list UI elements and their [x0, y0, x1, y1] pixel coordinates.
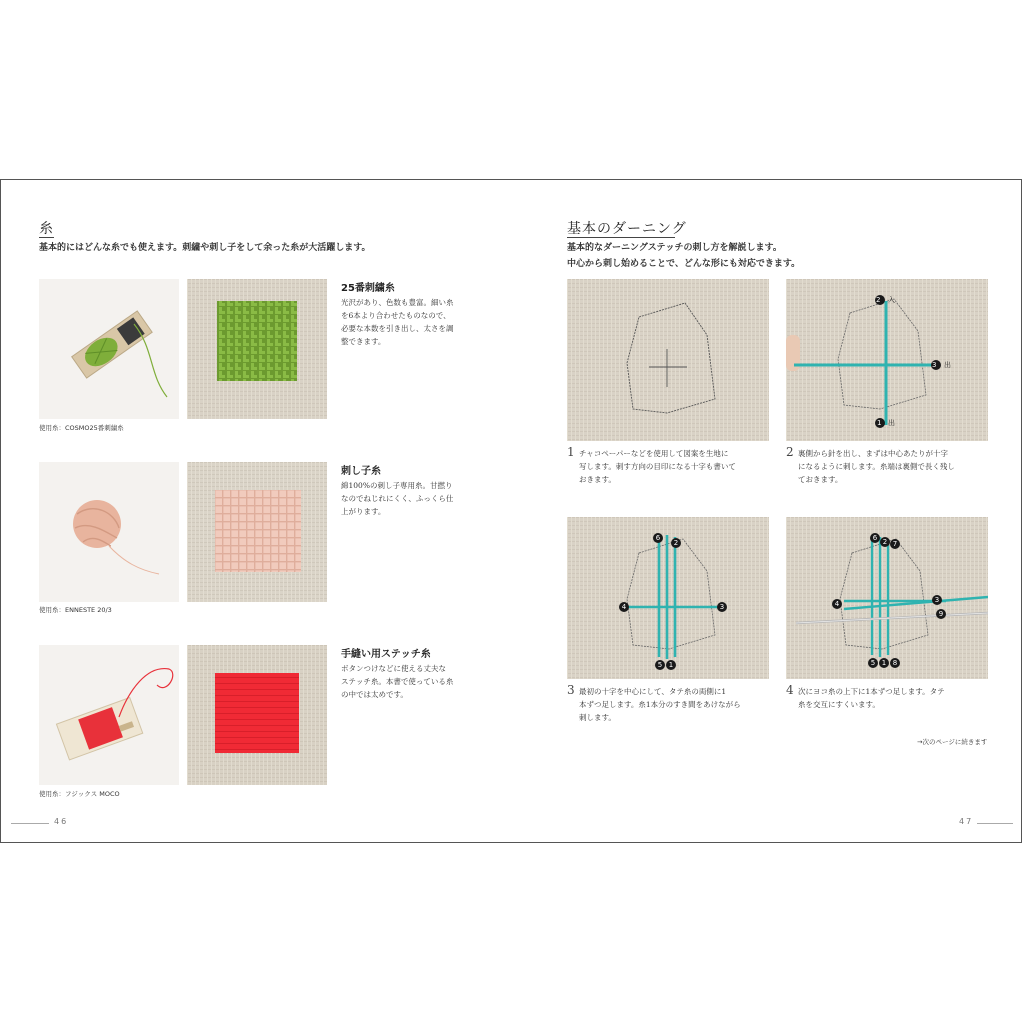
green-darning-sample	[187, 279, 327, 419]
step-text-4: 次にヨコ糸の上下に1本ずつ足します。タテ 糸を交互にすくいます。	[798, 687, 945, 709]
marker-6: 6	[653, 533, 663, 543]
marker-in: 入	[888, 296, 895, 304]
step-text-2: 裏側から針を出し、まずは中心あたりが十字 になるように刺します。糸端は裏側で長く残し ておきます。	[798, 449, 955, 484]
marker-5: 5	[655, 660, 665, 670]
marker-2: 2	[880, 537, 890, 547]
left-page-title: 糸	[39, 221, 54, 237]
marker-1: 1	[666, 660, 676, 670]
right-lead-line-1: 基本的なダーニングステッチの刺し方を解説します。	[567, 243, 782, 253]
step3-photo	[567, 517, 769, 679]
marker-4: 4	[832, 599, 842, 609]
thread-caption-2: 使用糸：ENNESTE 20/3	[39, 606, 112, 614]
marker-7: 7	[890, 539, 900, 549]
sashiko-thread-photo	[39, 462, 179, 602]
marker-5: 5	[868, 658, 878, 668]
step-text-1: チャコペーパーなどを使用して図案を生地に 写します。刺す方向の目印になる十字も書いて おきます。	[579, 449, 736, 484]
continued-note: →次のページに続きます	[917, 738, 988, 746]
thread-caption-3: 使用糸：フジックス MOCO	[39, 790, 120, 798]
thread-desc-1: 光沢があり、色数も豊富。細い糸 を6本より合わせたものなので、 必要な本数を引き出し、太さを調 整できます。	[341, 298, 454, 346]
folio-rule-left	[11, 823, 49, 824]
thread-caption-1: 使用糸：COSMO25番刺繍糸	[39, 424, 124, 432]
title-underline	[39, 237, 54, 238]
marker-8: 8	[890, 658, 900, 668]
step-text-3: 最初の十字を中心にして、タテ糸の両側に1 本ずつ足します。糸1本分のすき間をあけながら 刺します。	[579, 687, 741, 722]
step4-photo	[786, 517, 988, 679]
thread-desc-3: ボタンつけなどに使える丈夫な ステッチ糸。本書で使っている糸 の中では太めです。	[341, 664, 454, 699]
book-spread	[0, 179, 1022, 843]
step-number-1: 1	[567, 445, 575, 459]
folio-rule-right	[977, 823, 1013, 824]
marker-6: 6	[870, 533, 880, 543]
right-page-title: 基本のダーニング	[567, 221, 687, 237]
marker-2: 2	[876, 296, 881, 304]
marker-9: 9	[936, 609, 946, 619]
step-number-4: 4	[786, 683, 794, 697]
marker-1: 1	[879, 658, 889, 668]
left-lead-text: 基本的にはどんな糸でも使えます。刺繍や刺し子をして余った糸が大活躍します。	[39, 243, 371, 253]
stitch-thread-photo	[39, 645, 179, 785]
page-number-right: 47	[959, 817, 974, 826]
thread-desc-2: 綿100%の刺し子専用糸。甘撚り なのでねじれにくく、ふっくら仕 上がります。	[341, 481, 454, 516]
marker-3: 3	[717, 602, 727, 612]
marker-out: 出	[944, 361, 951, 369]
marker-3: 3	[932, 361, 937, 369]
thread-name-2: 刺し子糸	[341, 466, 381, 477]
marker-2: 2	[671, 538, 681, 548]
marker-1: 1	[877, 419, 882, 427]
marker-out: 出	[888, 419, 895, 427]
red-darning-sample	[187, 645, 327, 785]
thread-name-1: 25番刺繍糸	[341, 283, 395, 294]
thread-name-3: 手縫い用ステッチ糸	[341, 649, 431, 660]
step-number-3: 3	[567, 683, 575, 697]
right-lead-line-2: 中心から刺し始めることで、どんな形にも対応できます。	[567, 259, 801, 269]
page-number-left: 46	[54, 817, 69, 826]
step-number-2: 2	[786, 445, 794, 459]
step1-photo	[567, 279, 769, 441]
embroidery-thread-photo	[39, 279, 179, 419]
pink-darning-sample	[187, 462, 327, 602]
marker-4: 4	[619, 602, 629, 612]
marker-3: 3	[932, 595, 942, 605]
step2-photo	[786, 279, 988, 441]
title-underline	[567, 237, 675, 238]
